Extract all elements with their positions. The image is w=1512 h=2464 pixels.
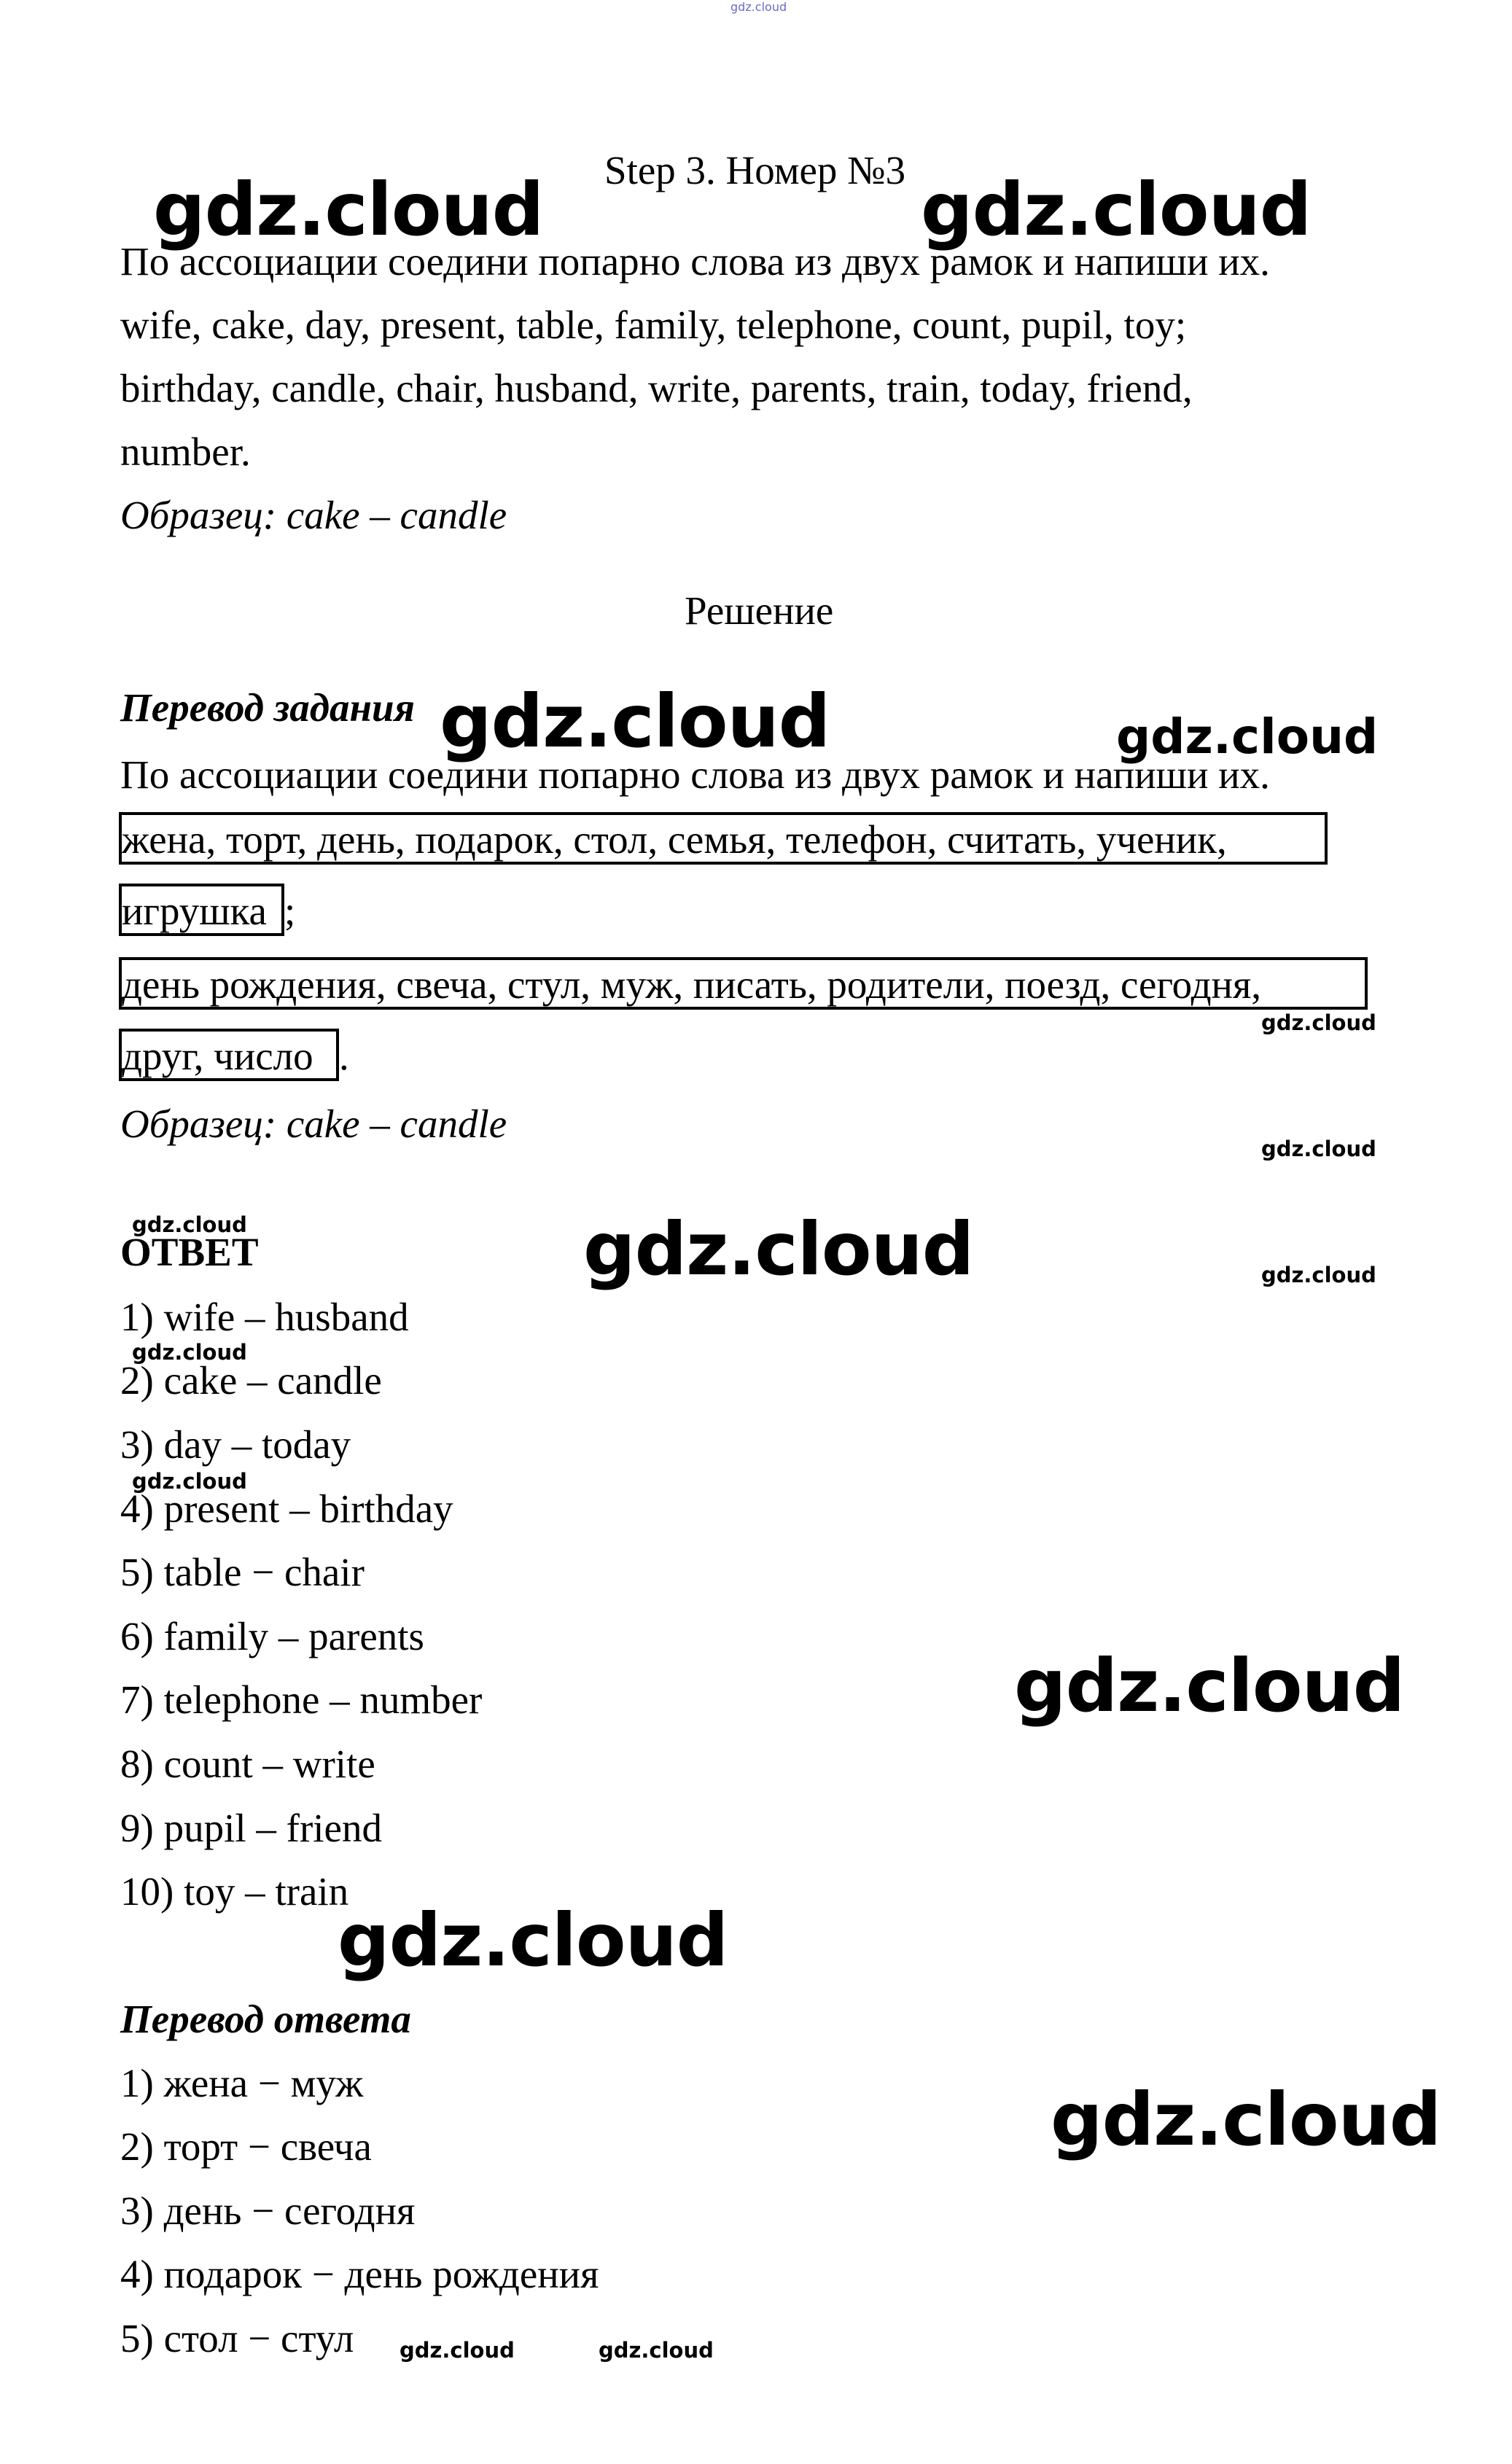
translation-instruction: По ассоциации соедини попарно слова из двух рамок и напиши их. (120, 752, 1270, 797)
answer-translation-item: 3) день − сегодня (120, 2188, 416, 2233)
word-box-2-text-1: день рождения, свеча, стул, муж, писать, родители, поезд, сегодня, (122, 962, 1262, 1007)
word-box-2-terminator: . (339, 1034, 349, 1078)
watermark: gdz.cloud (1261, 1263, 1376, 1287)
solution-heading: Решение (685, 588, 834, 633)
word-box-1-text-2: игрушка (122, 889, 267, 933)
watermark: gdz.cloud (1261, 1010, 1376, 1035)
answer-translation-heading: Перевод ответа (120, 1997, 411, 2041)
watermark: gdz.cloud (153, 167, 544, 252)
answer-item: 4) present – birthday (120, 1486, 453, 1531)
watermark: gdz.cloud (1116, 709, 1379, 765)
task-words-line-1: wife, cake, day, present, table, family, telephone, count, pupil, toy; (120, 303, 1187, 347)
word-box-2-text-2: друг, число (122, 1034, 313, 1078)
watermark: gdz.cloud (583, 1206, 974, 1292)
watermark: gdz.cloud (132, 1340, 247, 1365)
watermark: gdz.cloud (921, 167, 1312, 252)
watermark: gdz.cloud (1014, 1643, 1405, 1728)
answer-item: 10) toy – train (120, 1869, 349, 1914)
watermark: gdz.cloud (440, 679, 830, 764)
watermark: gdz.cloud (338, 1898, 728, 1983)
task-example: Образец: cake – candle (120, 493, 507, 537)
watermark: gdz.cloud (132, 1212, 247, 1237)
task-words-line-2: birthday, candle, chair, husband, write, parents, train, today, friend, (120, 366, 1193, 410)
task-words-line-3: number. (120, 429, 251, 474)
answer-item: 1) wife – husband (120, 1295, 409, 1339)
page-title: Step 3. Номер №3 (604, 148, 906, 192)
word-box-1-separator: ; (284, 889, 296, 933)
answer-heading: ОТВЕТ (120, 1230, 259, 1274)
word-box-1-text-1: жена, торт, день, подарок, стол, семья, телефон, считать, ученик, (122, 817, 1227, 862)
answer-translation-item: 1) жена − муж (120, 2061, 364, 2105)
answer-translation-item: 5) стол − стул (120, 2316, 354, 2360)
answer-translation-item: 4) подарок − день рождения (120, 2252, 599, 2296)
answer-item: 5) table − chair (120, 1550, 365, 1594)
translation-heading: Перевод задания (120, 685, 415, 730)
answer-item: 9) pupil – friend (120, 1806, 382, 1850)
answer-translation-item: 2) торт − свеча (120, 2124, 372, 2169)
answer-item: 8) count – write (120, 1742, 375, 1786)
task-instruction: По ассоциации соедини попарно слова из двух рамок и напиши их. (120, 239, 1270, 284)
watermark: gdz.cloud (132, 1469, 247, 1494)
answer-item: 3) day – today (120, 1422, 351, 1467)
watermark: gdz.cloud (1051, 2077, 1441, 2162)
watermark-top: gdz.cloud (730, 0, 787, 14)
watermark: gdz.cloud (1261, 1137, 1376, 1161)
answer-item: 6) family – parents (120, 1614, 424, 1658)
translation-example: Образец: cake – candle (120, 1102, 507, 1146)
watermark: gdz.cloud (599, 2338, 714, 2363)
watermark: gdz.cloud (400, 2338, 515, 2363)
answer-item: 7) telephone – number (120, 1677, 483, 1722)
answer-item: 2) cake – candle (120, 1358, 382, 1403)
